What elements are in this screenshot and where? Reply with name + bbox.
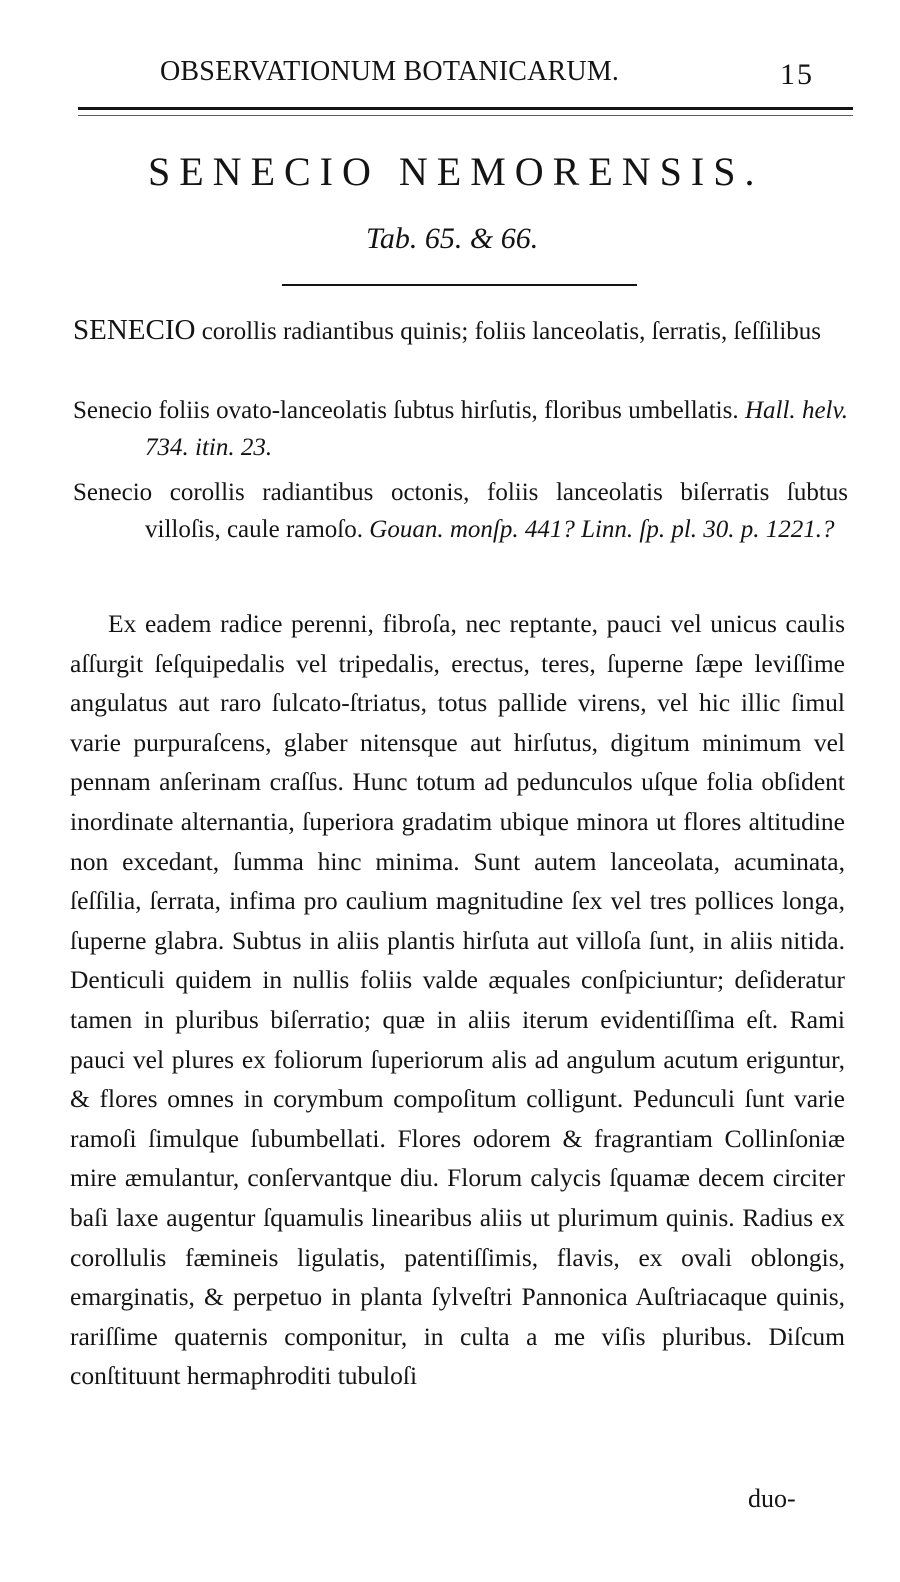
page-title: SENECIO NEMORENSIS. (148, 149, 764, 194)
synonym-entry (73, 474, 848, 548)
header-rule-secondary (78, 115, 853, 116)
header-rule (78, 107, 853, 110)
description-paragraph: Ex eadem radice perenni, fibroſa, nec reptante, pauci vel unicus caulis aſſurgit ſeſquipedalis vel tripedalis, erectus, teres, ſuperne ſæpe leviſſime angulatus aut raro ſulcato-ſtriatus, totus pallide virens, vel hic illic ſimul varie purpuraſcens, glaber nitensque aut hirſutus, digitum minimum vel pennam anſerinam craſſus. Hunc totum ad pedunculos uſque folia obſident inordinate alternantia, ſuperiora gradatim ubique minora ut flores altitudine non excedant, ſumma hinc minima. Sunt autem lanceolata, acuminata, ſeſſilia, ſerrata, infima pro caulium magnitudine ſex vel tres pollices longa, ſuperne glabra. Subtus in aliis plantis hirſuta aut villoſa ſunt, in aliis nitida. Denticuli quidem in nullis foliis valde æquales conſpiciuntur; deſideratur tamen in pluribus biſerratio; quæ in aliis iterum evidentiſſima eſt. Rami pauci vel plures ex foliorum ſuperiorum alis ad angulum acutum eriguntur, & flores omnes in corymbum compoſitum colligunt. Pedunculi ſunt varie ramoſi ſimulque ſubumbellati. Flores odorem & fragrantiam Collinſoniæ mire æmulantur, conſervantque diu. Florum calycis ſquamæ decem circiter baſi laxe augentur ſquamulis linearibus aliis ut plurimum quinis. Radius ex corollulis fæmineis ligulatis, patentiſſimis, flavis, ex ovali oblongis, emarginatis, & perpetuo in planta ſylveſtri Pannonica Auſtriacaque quinis, rariſſime quaternis componitur, in culta a me viſis pluribus. Diſcum conſtituunt hermaphroditi tubuloſi (70, 609, 845, 1391)
synonym-lead: SENECIO (73, 314, 196, 346)
synonym-lead: Senecio (73, 397, 153, 424)
synonym-entry (73, 392, 848, 466)
synonym-entry (73, 312, 848, 350)
running-head: OBSERVATIONUM BOTANICARUM. (160, 56, 620, 87)
synonym-text: corollis radiantibus octonis, foliis lanceolatis biſerratis ſubtus villoſis, caule ramoſo. (145, 479, 848, 543)
synonym-text: corollis radiantibus quinis; foliis lanceolatis, ſerratis, ſeſſilibus (195, 318, 822, 345)
synonym-citation: Hall. helv. 734. itin. 23. (145, 397, 848, 461)
synonym-citation: Gouan. monſp. 441? Linn. ſp. pl. 30. p. 1221.? (369, 516, 835, 543)
section-rule (282, 284, 637, 286)
synonym-lead: Senecio (73, 479, 153, 506)
synonym-text: foliis ovato-lanceolatis ſubtus hirſutis, floribus umbellatis. (152, 397, 745, 424)
plate-reference: Tab. 65. & 66. (366, 222, 539, 255)
page-number: 15 (780, 58, 814, 91)
catchword: duo- (748, 1484, 796, 1513)
